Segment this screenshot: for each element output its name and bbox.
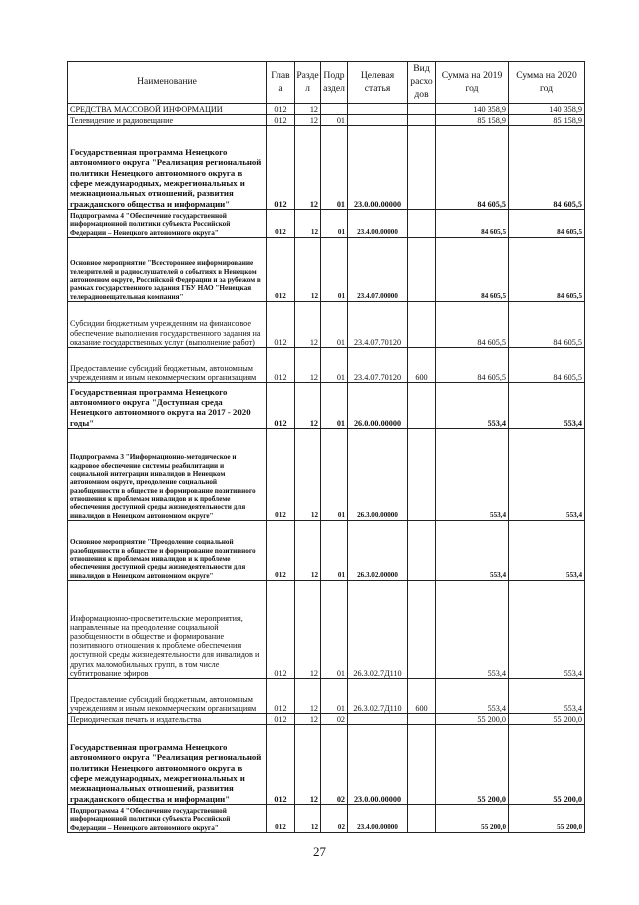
row-podrazdel: 01 xyxy=(321,521,348,581)
row-vid: 600 xyxy=(408,348,436,383)
row-vid xyxy=(408,210,436,238)
row-name: Основное мероприятие "Всестороннее информирование телезрителей и радиослушателей о событиях в Ненецком автономном округе, Российской Федерации и за рубежом в рамках государственного задания ГБУ НАО "Ненецкая телерадиовещательная компания" xyxy=(68,238,267,302)
row-target: 26.3.02.00000 xyxy=(348,521,408,581)
row-name: Государственная программа Ненецкого автономного округа "Реализация региональной политики Ненецкого автономного округа в сфере международных, межрегиональных и межнациональных отношений, развития гражданского общества и информации" xyxy=(68,725,267,805)
row-podrazdel: 01 xyxy=(321,429,348,521)
table-row xyxy=(68,104,585,115)
header-sum-2019: Сумма на 2019 год xyxy=(436,62,509,104)
row-podrazdel: 01 xyxy=(321,679,348,714)
row-sum-2020: 85 158,9 xyxy=(509,115,585,126)
row-vid xyxy=(408,805,436,833)
page-number: 27 xyxy=(313,844,326,859)
row-name: Телевидение и радиовещание xyxy=(68,115,267,126)
row-vid: 600 xyxy=(408,679,436,714)
table-row xyxy=(68,115,585,126)
header-glava: Глав а xyxy=(267,62,295,104)
row-sum-2020: 84 605,5 xyxy=(509,238,585,302)
row-glava: 012 xyxy=(267,725,295,805)
budget-table xyxy=(67,61,585,833)
table-row xyxy=(68,348,585,383)
header-podrazdel: Подр аздел xyxy=(321,62,348,104)
row-razdel: 12 xyxy=(295,521,321,581)
header-razdel: Разде л xyxy=(295,62,321,104)
row-target xyxy=(348,104,408,115)
row-sum-2020: 84 605,5 xyxy=(509,210,585,238)
row-sum-2019: 84 605,5 xyxy=(436,210,509,238)
row-sum-2020: 553,4 xyxy=(509,581,585,679)
row-razdel: 12 xyxy=(295,126,321,210)
row-glava: 012 xyxy=(267,238,295,302)
row-sum-2019: 140 358,9 xyxy=(436,104,509,115)
row-target: 26.0.00.00000 xyxy=(348,383,408,429)
row-razdel: 12 xyxy=(295,302,321,348)
row-glava: 012 xyxy=(267,581,295,679)
row-sum-2019: 553,4 xyxy=(436,429,509,521)
header-sum-2020: Сумма на 2020 год xyxy=(509,62,585,104)
row-razdel: 12 xyxy=(295,210,321,238)
row-sum-2020: 84 605,5 xyxy=(509,348,585,383)
header-expense-type: Вид расхо дов xyxy=(408,62,436,104)
row-name: Подпрограмма 4 "Обеспечение государственной информационной политики субъекта Российской Федерации – Ненецкого автономного округа" xyxy=(68,805,267,833)
row-sum-2019: 84 605,5 xyxy=(436,302,509,348)
table-row xyxy=(68,383,585,429)
row-glava: 012 xyxy=(267,679,295,714)
row-target: 26.3.02.7Д110 xyxy=(348,581,408,679)
table-row xyxy=(68,805,585,833)
row-podrazdel: 01 xyxy=(321,126,348,210)
row-razdel: 12 xyxy=(295,805,321,833)
row-target: 23.4.00.00000 xyxy=(348,210,408,238)
table-row xyxy=(68,714,585,725)
row-name: СРЕДСТВА МАССОВОЙ ИНФОРМАЦИИ xyxy=(68,104,267,115)
row-glava: 012 xyxy=(267,521,295,581)
row-razdel: 12 xyxy=(295,348,321,383)
row-name: Предоставление субсидий бюджетным, автономным учреждениям и иным некоммерческим организациям xyxy=(68,679,267,714)
row-razdel: 12 xyxy=(295,679,321,714)
row-name: Информационно-просветительские мероприятия, направленные на преодоление социальной разобщенности в обществе и формирование позитивного отношения к проблеме обеспечения доступной среды жизнедеятельности для инвалидов и других маломобильных групп, в том числе субтитрование эфиров xyxy=(68,581,267,679)
row-podrazdel: 02 xyxy=(321,805,348,833)
row-name: Подпрограмма 3 "Информационно-методическое и кадровое обеспечение системы реабилитации и социальной интеграции инвалидов в Ненецком автономном округе, преодоление социальной разобщенности в обществе и формирование позитивного отношения к проблемам инвалидов и к проблеме обеспечения доступной среды жизнедеятельности для инвалидов в Ненецком автономном округе" xyxy=(68,429,267,521)
table-row xyxy=(68,238,585,302)
row-podrazdel: 01 xyxy=(321,210,348,238)
table-row xyxy=(68,725,585,805)
row-sum-2019: 553,4 xyxy=(436,679,509,714)
row-podrazdel: 01 xyxy=(321,115,348,126)
row-sum-2019: 84 605,5 xyxy=(436,348,509,383)
row-name: Государственная программа Ненецкого автономного округа "Реализация региональной политики Ненецкого автономного округа в сфере международных, межрегиональных и межнациональных отношений, развития гражданского общества и информации" xyxy=(68,126,267,210)
row-sum-2020: 84 605,5 xyxy=(509,302,585,348)
row-vid xyxy=(408,302,436,348)
row-sum-2019: 553,4 xyxy=(436,383,509,429)
row-sum-2020: 55 200,0 xyxy=(509,805,585,833)
row-target xyxy=(348,115,408,126)
row-name: Основное мероприятие "Преодоление социальной разобщенности в обществе и формирование позитивного отношения к проблемам инвалидов и к проблеме обеспечения доступной среды жизнедеятельности для инвалидов в Ненецком автономном округе" xyxy=(68,521,267,581)
row-target: 26.3.02.7Д110 xyxy=(348,679,408,714)
row-sum-2020: 553,4 xyxy=(509,383,585,429)
row-razdel: 12 xyxy=(295,725,321,805)
row-target: 23.4.07.70120 xyxy=(348,302,408,348)
row-glava: 012 xyxy=(267,714,295,725)
table-row xyxy=(68,429,585,521)
row-target: 23.4.07.00000 xyxy=(348,238,408,302)
row-razdel: 12 xyxy=(295,104,321,115)
row-vid xyxy=(408,429,436,521)
row-glava: 012 xyxy=(267,383,295,429)
row-sum-2019: 55 200,0 xyxy=(436,805,509,833)
row-vid xyxy=(408,521,436,581)
row-podrazdel xyxy=(321,104,348,115)
row-podrazdel: 01 xyxy=(321,238,348,302)
header-name: Наименование xyxy=(68,62,267,104)
row-glava: 012 xyxy=(267,805,295,833)
row-razdel: 12 xyxy=(295,238,321,302)
row-razdel: 12 xyxy=(295,714,321,725)
row-sum-2019: 55 200,0 xyxy=(436,714,509,725)
row-sum-2019: 84 605,5 xyxy=(436,126,509,210)
row-razdel: 12 xyxy=(295,115,321,126)
row-vid xyxy=(408,383,436,429)
row-sum-2020: 55 200,0 xyxy=(509,714,585,725)
row-vid xyxy=(408,725,436,805)
row-glava: 012 xyxy=(267,348,295,383)
table-row xyxy=(68,302,585,348)
row-sum-2019: 84 605,5 xyxy=(436,238,509,302)
row-vid xyxy=(408,581,436,679)
row-target: 23.4.00.00000 xyxy=(348,805,408,833)
row-sum-2020: 553,4 xyxy=(509,521,585,581)
row-glava: 012 xyxy=(267,126,295,210)
row-razdel: 12 xyxy=(295,429,321,521)
row-target: 26.3.00.00000 xyxy=(348,429,408,521)
row-target xyxy=(348,714,408,725)
row-sum-2020: 140 358,9 xyxy=(509,104,585,115)
table-row xyxy=(68,521,585,581)
row-vid xyxy=(408,126,436,210)
row-target: 23.0.00.00000 xyxy=(348,126,408,210)
row-name: Предоставление субсидий бюджетным, автономным учреждениям и иным некоммерческим организациям xyxy=(68,348,267,383)
row-sum-2020: 55 200,0 xyxy=(509,725,585,805)
row-vid xyxy=(408,238,436,302)
row-glava: 012 xyxy=(267,104,295,115)
row-name: Подпрограмма 4 "Обеспечение государственной информационной политики субъекта Российской Федерации – Ненецкого автономного округа" xyxy=(68,210,267,238)
row-razdel: 12 xyxy=(295,383,321,429)
row-glava: 012 xyxy=(267,210,295,238)
row-glava: 012 xyxy=(267,302,295,348)
row-sum-2020: 553,4 xyxy=(509,679,585,714)
row-razdel: 12 xyxy=(295,581,321,679)
row-glava: 012 xyxy=(267,115,295,126)
row-sum-2020: 553,4 xyxy=(509,429,585,521)
row-target: 23.4.07.70120 xyxy=(348,348,408,383)
row-name: Субсидии бюджетным учреждениям на финансовое обеспечение выполнения государственного задания на оказание государственных услуг (выполнение работ) xyxy=(68,302,267,348)
row-vid xyxy=(408,714,436,725)
row-podrazdel: 02 xyxy=(321,725,348,805)
table-row xyxy=(68,126,585,210)
row-podrazdel: 01 xyxy=(321,302,348,348)
row-podrazdel: 01 xyxy=(321,383,348,429)
row-glava: 012 xyxy=(267,429,295,521)
row-name: Государственная программа Ненецкого автономного округа "Доступная среда Ненецкого автономного округа на 2017 - 2020 годы" xyxy=(68,383,267,429)
table-row xyxy=(68,210,585,238)
table-header-row xyxy=(68,62,585,104)
row-podrazdel: 01 xyxy=(321,348,348,383)
row-sum-2019: 553,4 xyxy=(436,581,509,679)
row-sum-2019: 85 158,9 xyxy=(436,115,509,126)
table-row xyxy=(68,679,585,714)
row-sum-2020: 84 605,5 xyxy=(509,126,585,210)
header-target-article: Целевая статья xyxy=(348,62,408,104)
row-sum-2019: 55 200,0 xyxy=(436,725,509,805)
row-sum-2019: 553,4 xyxy=(436,521,509,581)
row-target: 23.0.00.00000 xyxy=(348,725,408,805)
row-podrazdel: 02 xyxy=(321,714,348,725)
row-vid xyxy=(408,104,436,115)
row-podrazdel: 01 xyxy=(321,581,348,679)
table-row xyxy=(68,581,585,679)
row-vid xyxy=(408,115,436,126)
row-name: Периодическая печать и издательства xyxy=(68,714,267,725)
